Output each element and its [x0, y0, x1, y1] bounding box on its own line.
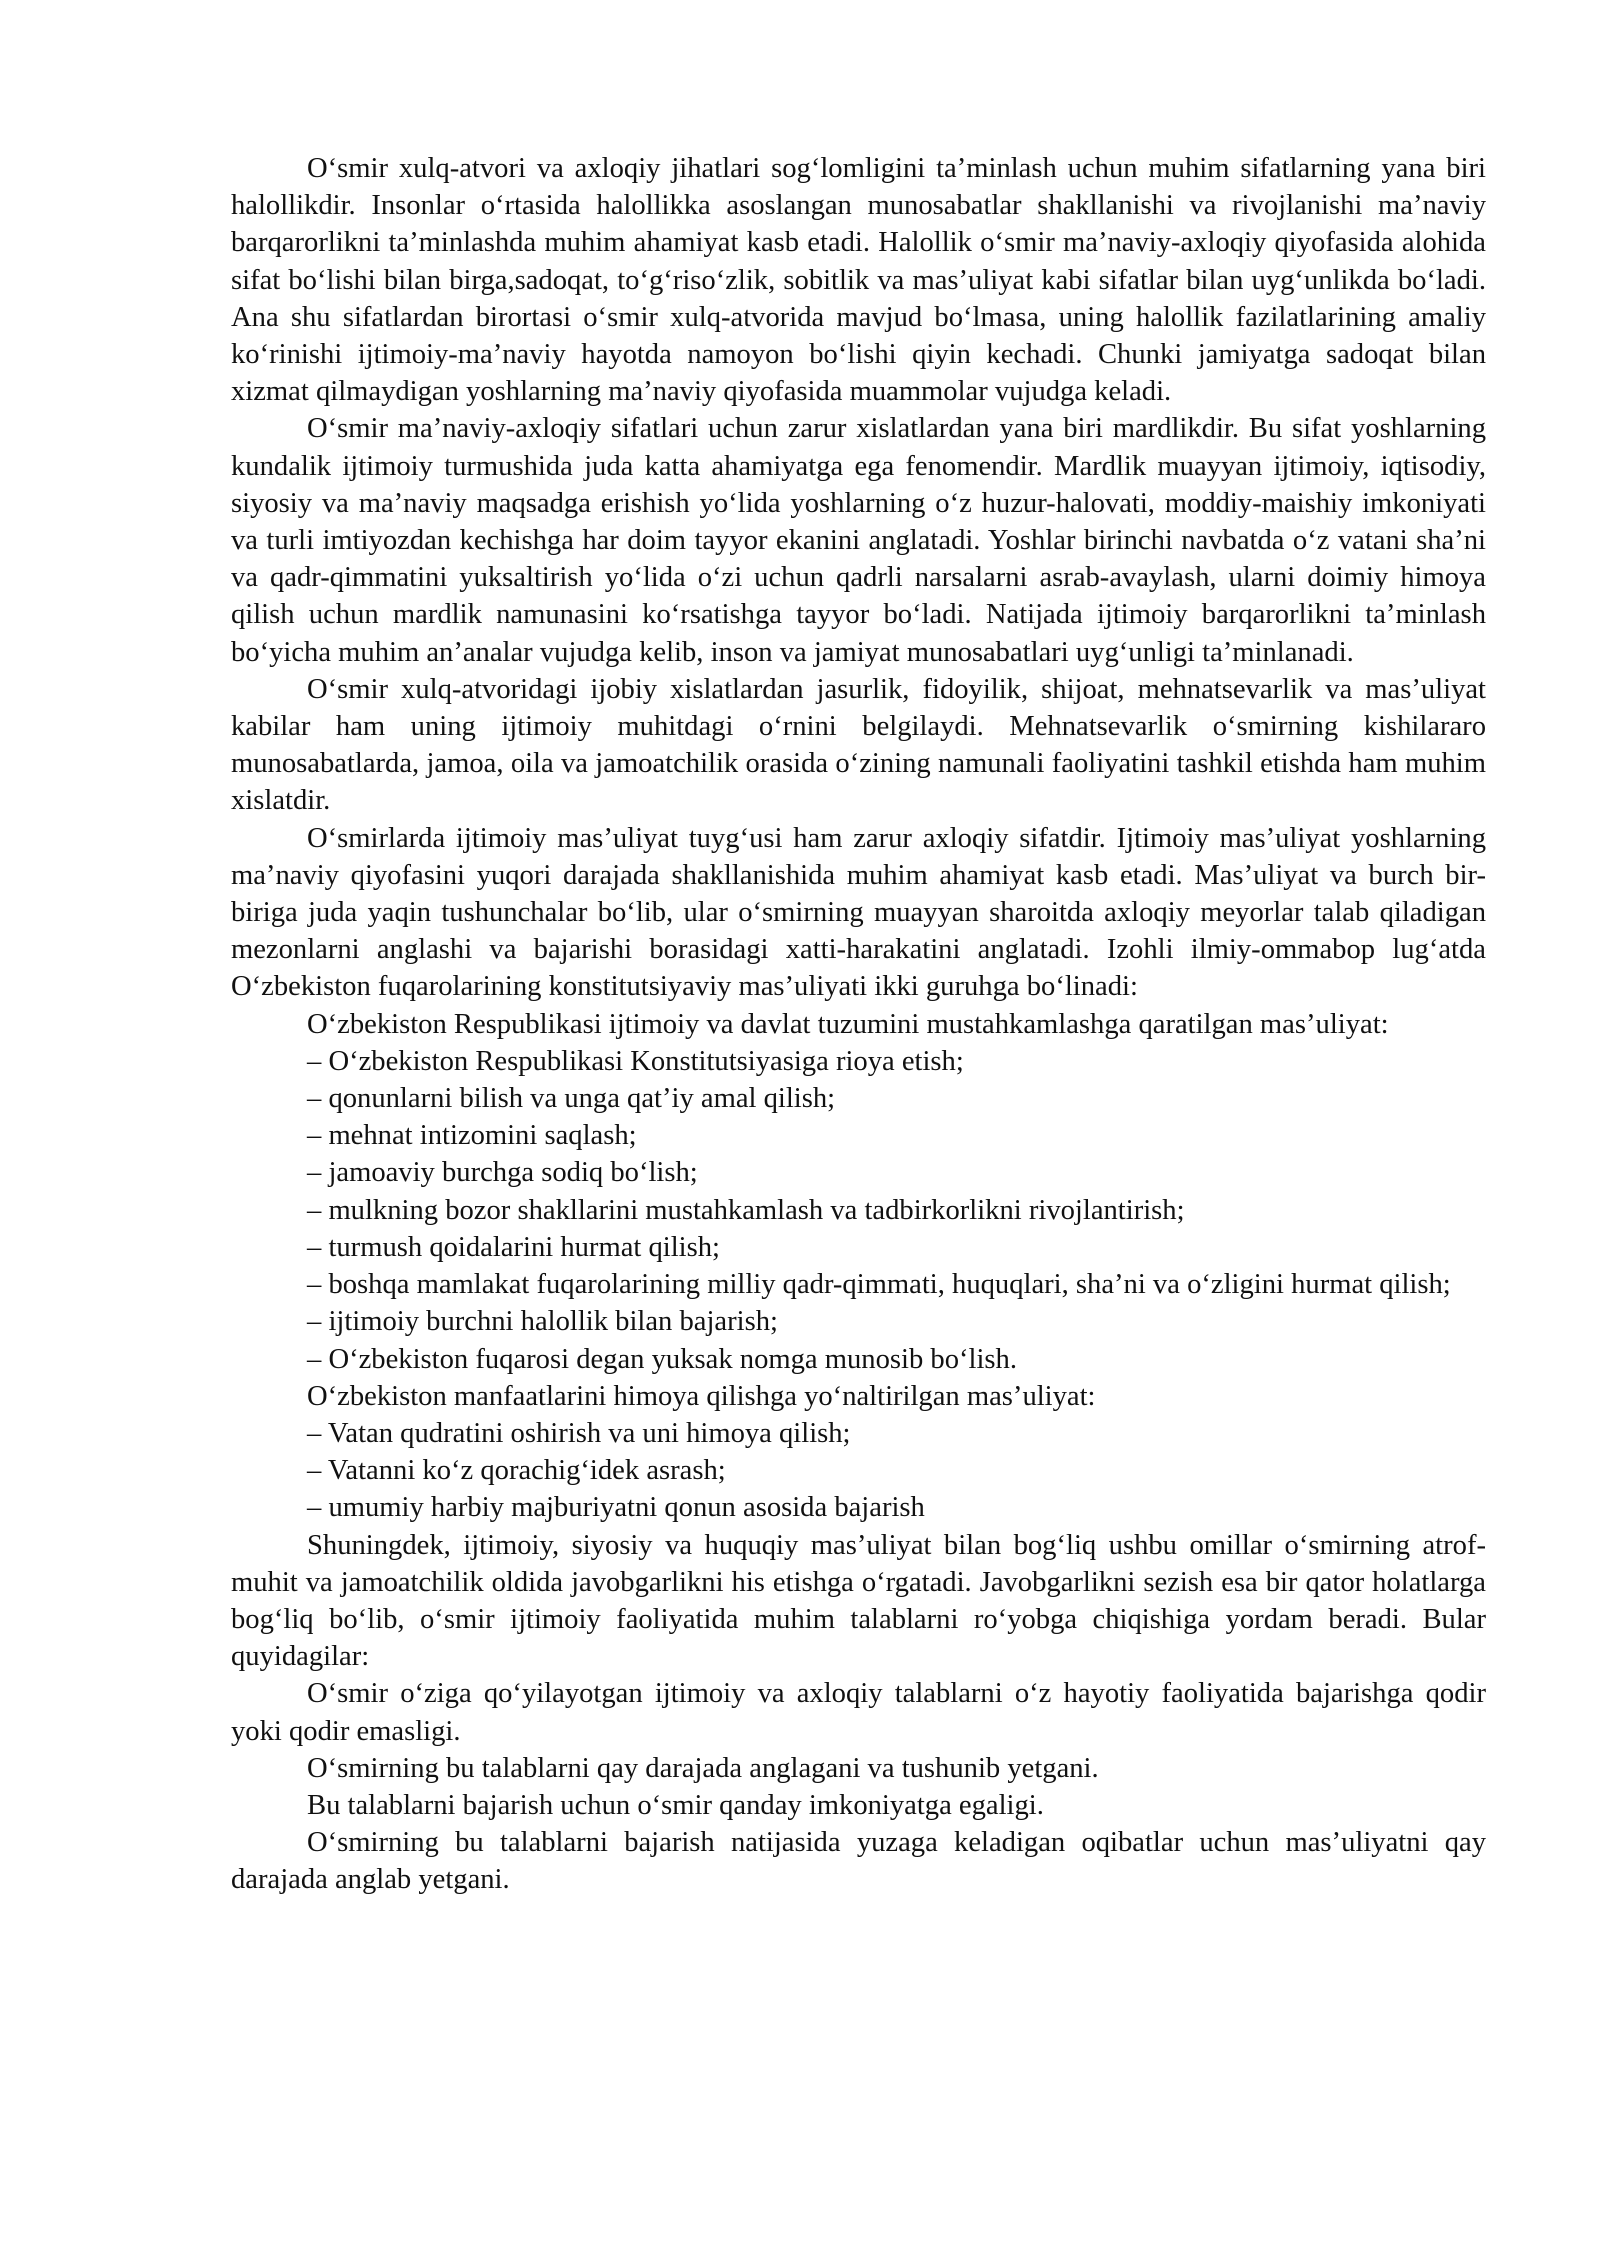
paragraph-condition-3: Bu talablarni bajarish uchun o‘smir qanday imkoniyatga egaligi.: [307, 1789, 1044, 1821]
list-item: – mulkning bozor shakllarini mustahkamlash va tadbirkorlikni rivojlantirish;: [307, 1194, 1185, 1226]
paragraph-courage: O‘smir ma’naviy-axloqiy sifatlari uchun zarur xislatlardan yana biri mardlikdir. Bu sifat yoshlarning kundalik ijtimoiy turmushida juda katta ahamiyatga ega fenomendir. Mardlik muayyan ijtimoiy, iqtisodiy, siyosiy va ma’naviy maqsadga erishish yo‘lida yoshlarning o‘z huzur-halovati, moddiy-maishiy imkoniyati va turli imtiyozdan kechishga har doim tayyor ekanini anglatadi. Yoshlar birinchi navbatda o‘z vatani sha’ni va qadr-qimmatini yuksaltirish yo‘lida o‘zi uchun qadrli narsalarni asrab-avaylash, ularni doimiy himoya qilish uchun mardlik namunasini ko‘rsatishga tayyor bo‘ladi. Natijada ijtimoiy barqarorlikni ta’minlash bo‘yicha muhim an’analar vujudga kelib, inson va jamiyat munosabatlari uyg‘unligi ta’minlanadi.: [231, 413, 1486, 668]
list-item: – ijtimoiy burchni halollik bilan bajarish;: [307, 1306, 778, 1338]
paragraph-diligence: O‘smir xulq-atvoridagi ijobiy xislatlardan jasurlik, fidoyilik, shijoat, mehnatsevarlik va mas’uliyat kabilar ham uning ijtimoiy muhitdagi o‘rnini belgilaydi. Mehnatsevarlik o‘smirning kishilararo munosabatlarda, jamoa, oila va jamoatchilik orasida o‘zining namunali faoliyatini tashkil etishda ham muhim xislatdir.: [231, 673, 1486, 817]
list-item: – mehnat intizomini saqlash;: [307, 1120, 637, 1152]
list1-heading: O‘zbekiston Respublikasi ijtimoiy va davlat tuzumini mustahkamlashga qaratilgan mas’uliyat:: [307, 1008, 1389, 1040]
list-item: – turmush qoidalarini hurmat qilish;: [307, 1231, 720, 1263]
list-item: – O‘zbekiston Respublikasi Konstitutsiyasiga rioya etish;: [307, 1045, 964, 1077]
list2-heading: O‘zbekiston manfaatlarini himoya qilishga yo‘naltirilgan mas’uliyat:: [307, 1380, 1096, 1412]
list-item: – umumiy harbiy majburiyatni qonun asosida bajarish: [307, 1492, 925, 1524]
paragraph-condition-1: O‘smir o‘ziga qo‘yilayotgan ijtimoiy va axloqiy talablarni o‘z hayotiy faoliyatida bajarishga qodir yoki qodir emasligi.: [231, 1678, 1486, 1747]
paragraph-responsibility: O‘smirlarda ijtimoiy mas’uliyat tuyg‘usi ham zarur axloqiy sifatdir. Ijtimoiy mas’uliyat yoshlarning ma’naviy qiyofasini yuqori darajada shakllanishida muhim ahamiyat kasb etadi. Mas’uliyat va burch bir-biriga juda yaqin tushunchalar bo‘lib, ular o‘smirning muayyan sharoitda axloqiy meyorlar talab qiladigan mezonlarni anglashi va bajarishi borasidagi xatti-harakatini anglatadi. Izohli ilmiy-ommabop lug‘atda O‘zbekiston fuqarolarining konstitutsiyaviy mas’uliyati ikki guruhga bo‘linadi:: [231, 822, 1486, 1003]
list-item: – boshqa mamlakat fuqarolarining milliy qadr-qimmati, huquqlari, sha’ni va o‘zligini hurmat qilish;: [307, 1269, 1451, 1301]
list-item: – qonunlarni bilish va unga qat’iy amal qilish;: [307, 1083, 836, 1115]
paragraph-condition-2: O‘smirning bu talablarni qay darajada anglagani va tushunib yetgani.: [307, 1752, 1099, 1784]
list-item: – Vatanni ko‘z qorachig‘idek asrash;: [307, 1455, 726, 1487]
paragraph-honesty: O‘smir xulq-atvori va axloqiy jihatlari sog‘lomligini ta’minlash uchun muhim sifatlarning yana biri halollikdir. Insonlar o‘rtasida halollikka asoslangan munosabatlar shakllanishi va rivojlanishi ma’naviy barqarorlikni ta’minlashda muhim ahamiyat kasb etadi. Halollik o‘smir ma’naviy-axloqiy qiyofasida alohida sifat bo‘lishi bilan birga,sadoqat, to‘g‘riso‘zlik, sobitlik va mas’uliyat kabi sifatlar bilan uyg‘unlikda bo‘ladi. Ana shu sifatlardan birortasi o‘smir xulq-atvorida mavjud bo‘lmasa, uning halollik fazilatlarining amaliy ko‘rinishi ijtimoiy-ma’naviy hayotda namoyon bo‘lishi qiyin kechadi. Chunki jamiyatga sadoqat bilan xizmat qilmaydigan yoshlarning ma’naviy qiyofasida muammolar vujudga keladi.: [231, 153, 1486, 408]
paragraph-condition-4: O‘smirning bu talablarni bajarish natijasida yuzaga keladigan oqibatlar uchun mas’uliyatni qay darajada anglab yetgani.: [231, 1827, 1486, 1896]
document-page: [231, 150, 1486, 1899]
paragraph-accountability: Shuningdek, ijtimoiy, siyosiy va huquqiy mas’uliyat bilan bog‘liq ushbu omillar o‘smirning atrof-muhit va jamoatchilik oldida javobgarlikni his etishga o‘rgatadi. Javobgarlikni sezish esa bir qator holatlarga bog‘liq bo‘lib, o‘smir ijtimoiy faoliyatida muhim talablarni ro‘yobga chiqishiga yordam beradi. Bular quyidagilar:: [231, 1529, 1486, 1673]
list-item: – jamoaviy burchga sodiq bo‘lish;: [307, 1157, 698, 1189]
list-item: – O‘zbekiston fuqarosi degan yuksak nomga munosib bo‘lish.: [307, 1343, 1017, 1375]
list-item: – Vatan qudratini oshirish va uni himoya qilish;: [307, 1417, 851, 1449]
